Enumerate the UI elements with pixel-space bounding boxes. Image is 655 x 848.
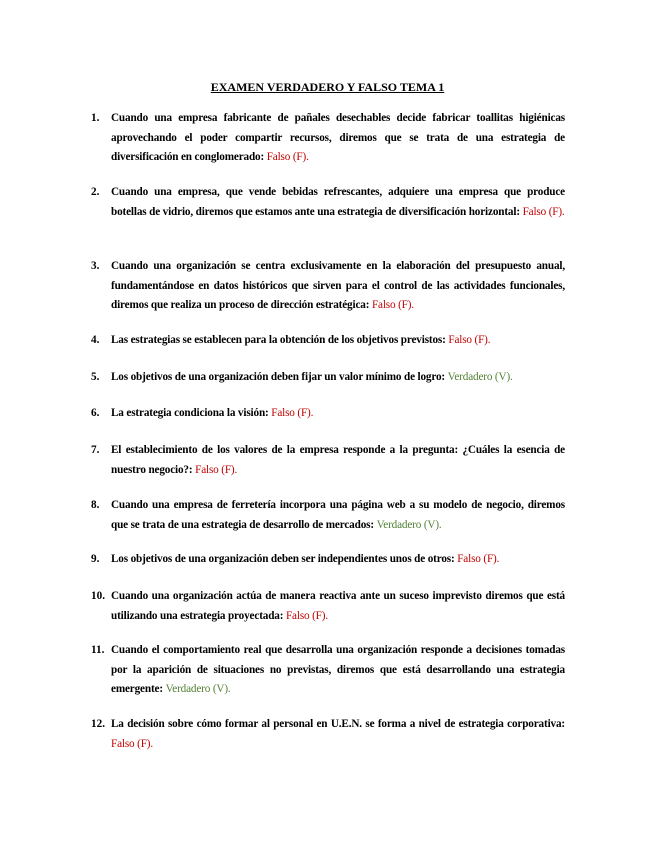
question-item: [91, 257, 565, 316]
question-item: [91, 331, 565, 351]
answer-label: Falso (F).: [457, 553, 500, 565]
question-number: 5.: [91, 371, 100, 383]
question-number: 12.: [91, 718, 105, 730]
answer-label: Verdadero (V).: [376, 518, 442, 531]
question-item: [91, 183, 565, 222]
question-item: [91, 496, 565, 535]
question-number: 4.: [91, 334, 100, 346]
question-number: 6.: [91, 407, 100, 419]
question-number: 8.: [91, 499, 100, 511]
question-text: Cuando el comportamiento real que desarrolla una organización responde a decisiones tomadas por la aparición de situaciones no previstas, diremos que está desarrollando una estrategia emergente:: [111, 644, 565, 695]
question-text: Las estrategias se establecen para la obtención de los objetivos previstos:: [111, 334, 446, 346]
question-number: 11.: [91, 644, 105, 656]
question-item: [91, 109, 565, 168]
answer-label: Falso (F).: [522, 205, 565, 218]
question-item: [91, 550, 565, 570]
question-text: Los objetivos de una organización deben ser independientes unos de otros:: [111, 553, 455, 565]
question-text: El establecimiento de los valores de la empresa responde a la pregunta: ¿Cuáles la esencia de nuestro negocio?:: [111, 444, 565, 476]
question-number: 2.: [91, 186, 100, 198]
question-number: 7.: [91, 444, 100, 456]
question-text: Cuando una empresa de ferretería incorpora una página web a su modelo de negocio, diremos que se trata de una estrategia de desarrollo de mercados:: [111, 499, 565, 531]
question-text: Cuando una organización se centra exclusivamente en la elaboración del presupuesto anual, fundamentándose en datos históricos que sirven para el control de las actividades funcionales, diremos que realiza un proceso de dirección estratégica:: [111, 260, 565, 311]
question-text: Cuando una empresa fabricante de pañales desechables decide fabricar toallitas higiénicas aprovechando el poder compartir recursos, diremos que se trata de una estrategia de diversificación en conglomerado:: [111, 112, 565, 163]
answer-label: Verdadero (V).: [165, 683, 231, 695]
question-text: Cuando una empresa, que vende bebidas refrescantes, adquiere una empresa que produce botellas de vidrio, diremos que estamos ante una estrategia de diversificación horizontal:: [111, 186, 565, 218]
question-item: [91, 715, 565, 754]
question-number: 3.: [91, 260, 100, 272]
answer-label: Falso (F).: [371, 299, 414, 311]
question-text: La decisión sobre cómo formar al personal en U.E.N. se forma a nivel de estrategia corporativa:: [111, 718, 565, 730]
question-number: 10.: [91, 590, 105, 602]
page-title: EXAMEN VERDADERO Y FALSO TEMA 1: [210, 80, 445, 94]
question-number: 9.: [91, 553, 100, 565]
answer-label: Falso (F).: [111, 737, 154, 750]
question-item: [91, 587, 565, 626]
question-text: Cuando una organización actúa de manera reactiva ante un suceso imprevisto diremos que está utilizando una estrategia proyectada:: [111, 590, 565, 622]
answer-label: Falso (F).: [195, 463, 238, 476]
answer-label: Verdadero (V).: [447, 371, 513, 383]
answer-label: Falso (F).: [448, 334, 491, 346]
question-text: Los objetivos de una organización deben fijar un valor mínimo de logro:: [111, 371, 446, 383]
question-item: [91, 404, 565, 424]
answer-label: Falso (F).: [271, 407, 314, 419]
question-number: 1.: [91, 112, 100, 124]
answer-label: Falso (F).: [285, 609, 328, 622]
question-item: [91, 441, 565, 480]
question-item: [91, 368, 565, 388]
question-text: La estrategia condiciona la visión:: [111, 407, 269, 419]
question-item: [91, 641, 565, 700]
answer-label: Falso (F).: [266, 151, 309, 163]
